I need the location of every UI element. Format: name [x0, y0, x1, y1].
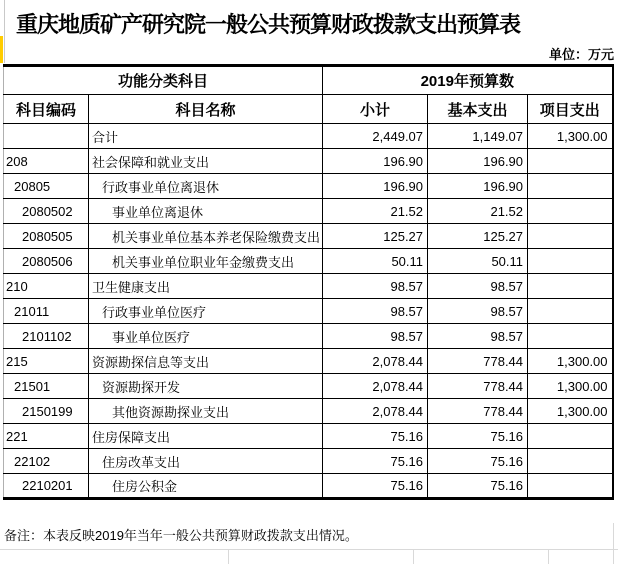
basic-cell: 196.90 [428, 149, 528, 174]
subtotal-cell: 196.90 [323, 174, 428, 199]
name-cell: 机关事业单位职业年金缴费支出 [89, 249, 323, 274]
basic-cell: 778.44 [428, 349, 528, 374]
column-header-basic: 基本支出 [428, 95, 528, 124]
footnote: 备注：本表反映2019年当年一般公共预算财政拨款支出情况。 [4, 528, 358, 543]
name-cell: 行政事业单位离退休 [89, 174, 323, 199]
table-row [4, 199, 613, 224]
project-cell [528, 474, 613, 499]
table-body [4, 124, 613, 499]
group-header-row [4, 66, 613, 95]
code-cell: 215 [4, 349, 89, 374]
name-cell: 其他资源勘探业支出 [89, 399, 323, 424]
subtotal-cell: 2,078.44 [323, 349, 428, 374]
table-row [4, 399, 613, 424]
code-cell: 21011 [4, 299, 89, 324]
code-cell: 2150199 [4, 399, 89, 424]
basic-cell: 50.11 [428, 249, 528, 274]
gridline [228, 549, 229, 564]
name-cell: 社会保障和就业支出 [89, 149, 323, 174]
table-row [4, 424, 613, 449]
table-row [4, 224, 613, 249]
table-row [4, 474, 613, 499]
gridline [413, 549, 414, 564]
basic-cell: 1,149.07 [428, 124, 528, 149]
budget-table [3, 64, 614, 500]
gridline [548, 549, 549, 564]
name-cell: 卫生健康支出 [89, 274, 323, 299]
unit-label: 单位：万元 [548, 47, 614, 62]
subtotal-cell: 125.27 [323, 224, 428, 249]
code-cell: 21501 [4, 374, 89, 399]
basic-cell: 196.90 [428, 174, 528, 199]
column-header-name: 科目名称 [89, 95, 323, 124]
subtotal-cell: 98.57 [323, 299, 428, 324]
project-cell: 1,300.00 [528, 124, 613, 149]
table-row [4, 249, 613, 274]
project-cell [528, 324, 613, 349]
basic-cell: 75.16 [428, 424, 528, 449]
subtotal-cell: 2,078.44 [323, 374, 428, 399]
basic-cell: 75.16 [428, 474, 528, 499]
name-cell: 住房改革支出 [89, 449, 323, 474]
gridline [0, 549, 618, 550]
code-cell: 2101102 [4, 324, 89, 349]
basic-cell: 98.57 [428, 299, 528, 324]
column-header-subtotal: 小计 [323, 95, 428, 124]
basic-cell: 75.16 [428, 449, 528, 474]
basic-cell: 778.44 [428, 374, 528, 399]
table-row [4, 174, 613, 199]
subtotal-cell: 196.90 [323, 149, 428, 174]
project-cell [528, 224, 613, 249]
table-row [4, 349, 613, 374]
project-cell [528, 424, 613, 449]
column-header-row [4, 95, 613, 124]
project-cell [528, 249, 613, 274]
table-row [4, 124, 613, 149]
subtotal-cell: 75.16 [323, 424, 428, 449]
code-cell: 208 [4, 149, 89, 174]
project-cell [528, 199, 613, 224]
code-cell: 2080502 [4, 199, 89, 224]
basic-cell: 125.27 [428, 224, 528, 249]
page-title: 重庆地质矿产研究院一般公共预算财政拨款支出预算表 [16, 12, 521, 37]
basic-cell: 98.57 [428, 274, 528, 299]
group-header-function: 功能分类科目 [4, 66, 323, 95]
subtotal-cell: 98.57 [323, 324, 428, 349]
highlighted-cell-fragment [0, 36, 3, 63]
project-cell: 1,300.00 [528, 349, 613, 374]
name-cell: 住房公积金 [89, 474, 323, 499]
subtotal-cell: 98.57 [323, 274, 428, 299]
code-cell: 20805 [4, 174, 89, 199]
table-row [4, 149, 613, 174]
column-header-project: 项目支出 [528, 95, 613, 124]
code-cell: 2080506 [4, 249, 89, 274]
subtotal-cell: 21.52 [323, 199, 428, 224]
project-cell [528, 299, 613, 324]
name-cell: 资源勘探信息等支出 [89, 349, 323, 374]
name-cell: 合计 [89, 124, 323, 149]
basic-cell: 98.57 [428, 324, 528, 349]
code-cell: 2080505 [4, 224, 89, 249]
project-cell [528, 449, 613, 474]
subtotal-cell: 75.16 [323, 474, 428, 499]
project-cell [528, 174, 613, 199]
code-cell [4, 124, 89, 149]
gridline [4, 0, 5, 63]
project-cell [528, 149, 613, 174]
code-cell: 221 [4, 424, 89, 449]
code-cell: 2210201 [4, 474, 89, 499]
column-header-code: 科目编码 [4, 95, 89, 124]
project-cell [528, 274, 613, 299]
code-cell: 22102 [4, 449, 89, 474]
name-cell: 住房保障支出 [89, 424, 323, 449]
name-cell: 行政事业单位医疗 [89, 299, 323, 324]
subtotal-cell: 75.16 [323, 449, 428, 474]
code-cell: 210 [4, 274, 89, 299]
basic-cell: 21.52 [428, 199, 528, 224]
gridline [613, 523, 614, 564]
name-cell: 事业单位离退休 [89, 199, 323, 224]
table-row [4, 449, 613, 474]
table-row [4, 324, 613, 349]
group-header-budget: 2019年预算数 [323, 66, 613, 95]
name-cell: 机关事业单位基本养老保险缴费支出 [89, 224, 323, 249]
table-row [4, 374, 613, 399]
table-row [4, 274, 613, 299]
project-cell: 1,300.00 [528, 399, 613, 424]
name-cell: 事业单位医疗 [89, 324, 323, 349]
basic-cell: 778.44 [428, 399, 528, 424]
subtotal-cell: 2,078.44 [323, 399, 428, 424]
project-cell: 1,300.00 [528, 374, 613, 399]
name-cell: 资源勘探开发 [89, 374, 323, 399]
subtotal-cell: 2,449.07 [323, 124, 428, 149]
subtotal-cell: 50.11 [323, 249, 428, 274]
table-row [4, 299, 613, 324]
